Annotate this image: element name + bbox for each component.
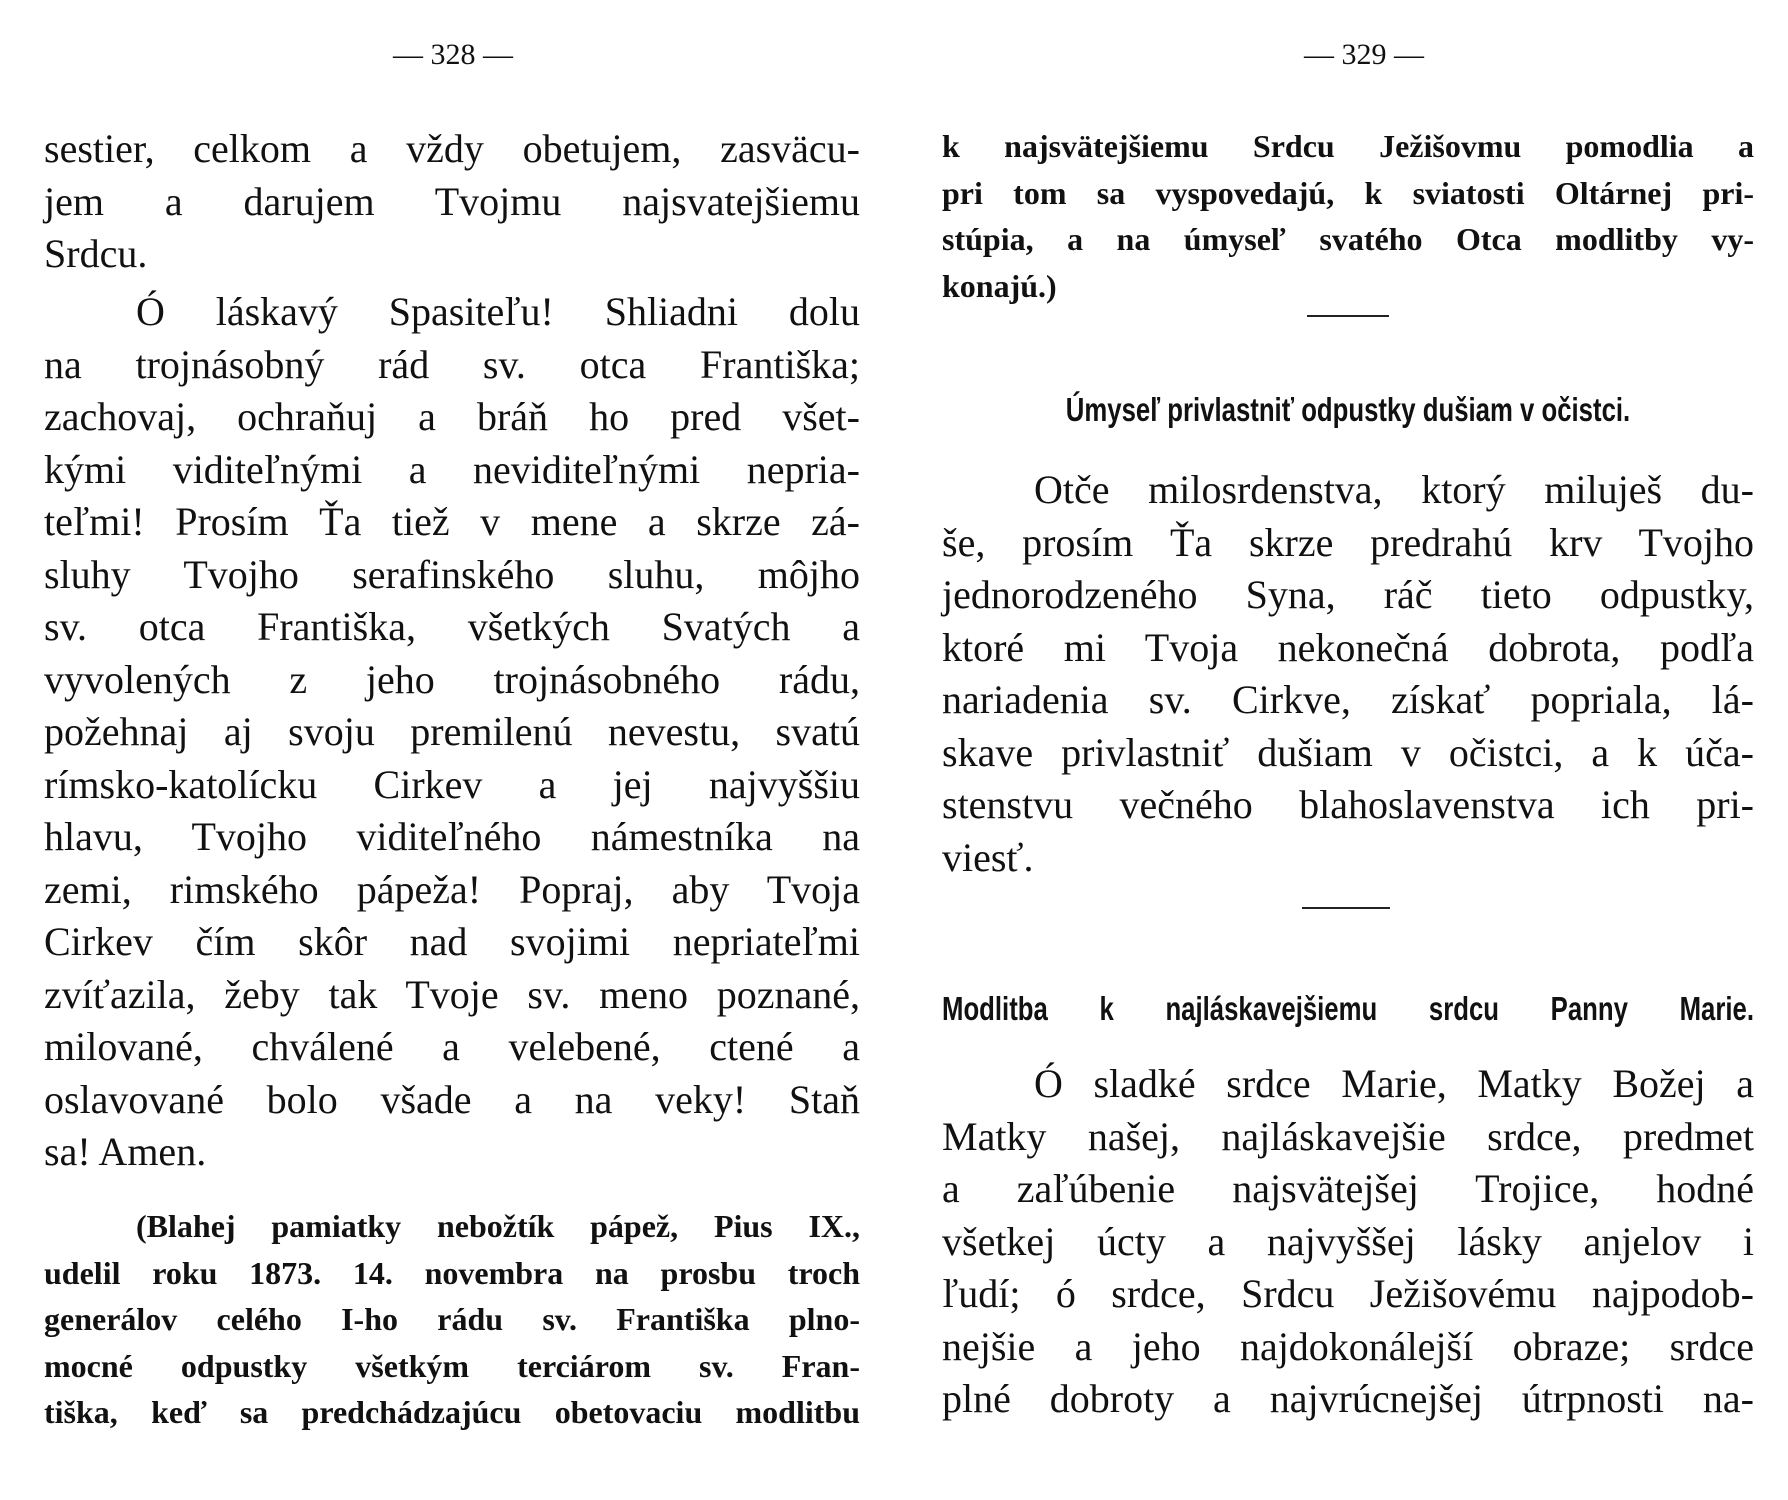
text-line: Ó láskavý Spasiteľu! Shliadni dolu [136,289,860,334]
text-line: Ó sladké srdce Marie, Matky Božej a [1034,1061,1754,1106]
paragraph [44,123,860,281]
text-line: stúpia, a na úmyseľ svatého Otca modlitby vy- [942,221,1754,257]
text-line: oslavované bolo všade a na veky! Staň [44,1076,860,1122]
text-line: Otče milosrdenstva, ktorý miluješ du- [1034,467,1754,512]
text-line: še, prosím Ťa skrze predrahú krv Tvojho [942,519,1754,565]
text-line: jem a darujem Tvojmu najsvatejšiemu [44,178,860,224]
text-line: a zaľúbenie najsvätejšej Trojice, hodné [942,1166,1754,1211]
text-line: všetkej úcty a najvyššej lásky anjelov i [942,1218,1754,1264]
text-line: stenstvu večného blahoslavenstva ich pri- [942,782,1754,827]
text-line: zachovaj, ochraňuj a bráň ho pred všet- [44,394,860,439]
text-line: ktoré mi Tvoja nekonečná dobrota, podľa [942,624,1754,670]
text-line: ľudí; ó srdce, Srdcu Ježišovému najpodob- [942,1271,1754,1316]
text-line: Matky našej, najláskavejšie srdce, predmet [942,1113,1754,1159]
text-line: jednorodzeného Syna, ráč tieto odpustky, [942,572,1754,617]
text-line: zvíťazila, žeby tak Tvoje sv. meno poznané, [44,971,860,1017]
text-line: Cirkev čím skôr nad svojimi nepriateľmi [44,919,860,964]
text-line: generálov celého I-ho rádu sv. Františka plno- [44,1301,860,1337]
text-line: viesť. [942,834,1034,880]
paragraph [942,1058,1754,1426]
text-line: k najsvätejšiemu Srdcu Ježišovmu pomodlia a [942,128,1754,164]
paragraph [44,286,860,1179]
footnote-continued [942,123,1754,309]
text-line: pri tom sa vyspovedajú, k sviatosti Oltárnej pri- [942,174,1754,211]
text-line: vyvolených z jeho trojnásobného rádu, [44,656,860,702]
text-line: sv. otca Františka, všetkých Svatých a [44,604,860,649]
text-line: sluhy Tvojho serafinského sluhu, môjho [44,551,860,597]
text-line: kými viditeľnými a neviditeľnými nepria- [44,446,860,492]
text-line: mocné odpustky všetkým terciárom sv. Fran- [44,1347,860,1384]
text-line: tiška, keď sa predchádzajúcu obetovaciu modlitbu [44,1394,860,1430]
section-heading: Modlitba k najláskavejšiemu srdcu Panny Marie. [942,990,1754,1027]
footnote [44,1203,860,1436]
text-line: sestier, celkom a vždy obetujem, zasväcu- [44,126,860,171]
text-line: zemi, rimského pápeža! Popraj, aby Tvoja [44,866,860,912]
text-line: (Blahej pamiatky nebožtík pápež, Pius IX., [136,1208,860,1244]
text-line: teľmi! Prosím Ťa tiež v mene a skrze zá- [44,499,860,544]
text-line: sa! Amen. [44,1129,207,1174]
text-line: konajú.) [942,267,1057,304]
text-line: hlavu, Tvojho viditeľného námestníka na [44,814,860,859]
paragraph [942,464,1754,884]
text-line: na trojnásobný rád sv. otca Františka; [44,341,860,387]
text-line: nejšie a jeho najdokonálejší obraze; srdce [942,1323,1754,1369]
text-line: udelil roku 1873. 14. novembra na prosbu troch [44,1254,860,1291]
section-heading: Úmyseľ privlastniť odpustky dušiam v očistci. [1065,391,1631,428]
text-line: plné dobroty a najvrúcnejšej útrpnosti na- [942,1376,1754,1421]
text-line: rímsko-katolícku Cirkev a jej najvyššiu [44,761,860,807]
text-line: skave privlastniť dušiam v očistci, a k úča- [942,729,1754,775]
page-number: — 329 — [1304,38,1424,71]
text-line: požehnaj aj svoju premilenú nevestu, svatú [44,709,860,754]
page-number: — 328 — [393,38,513,71]
section-divider [1307,315,1389,317]
text-line: Srdcu. [44,231,148,276]
section-divider [1302,907,1390,909]
text-line: nariadenia sv. Cirkve, získať popriala, lá- [942,677,1754,722]
text-line: milované, chválené a velebené, ctené a [44,1024,860,1069]
